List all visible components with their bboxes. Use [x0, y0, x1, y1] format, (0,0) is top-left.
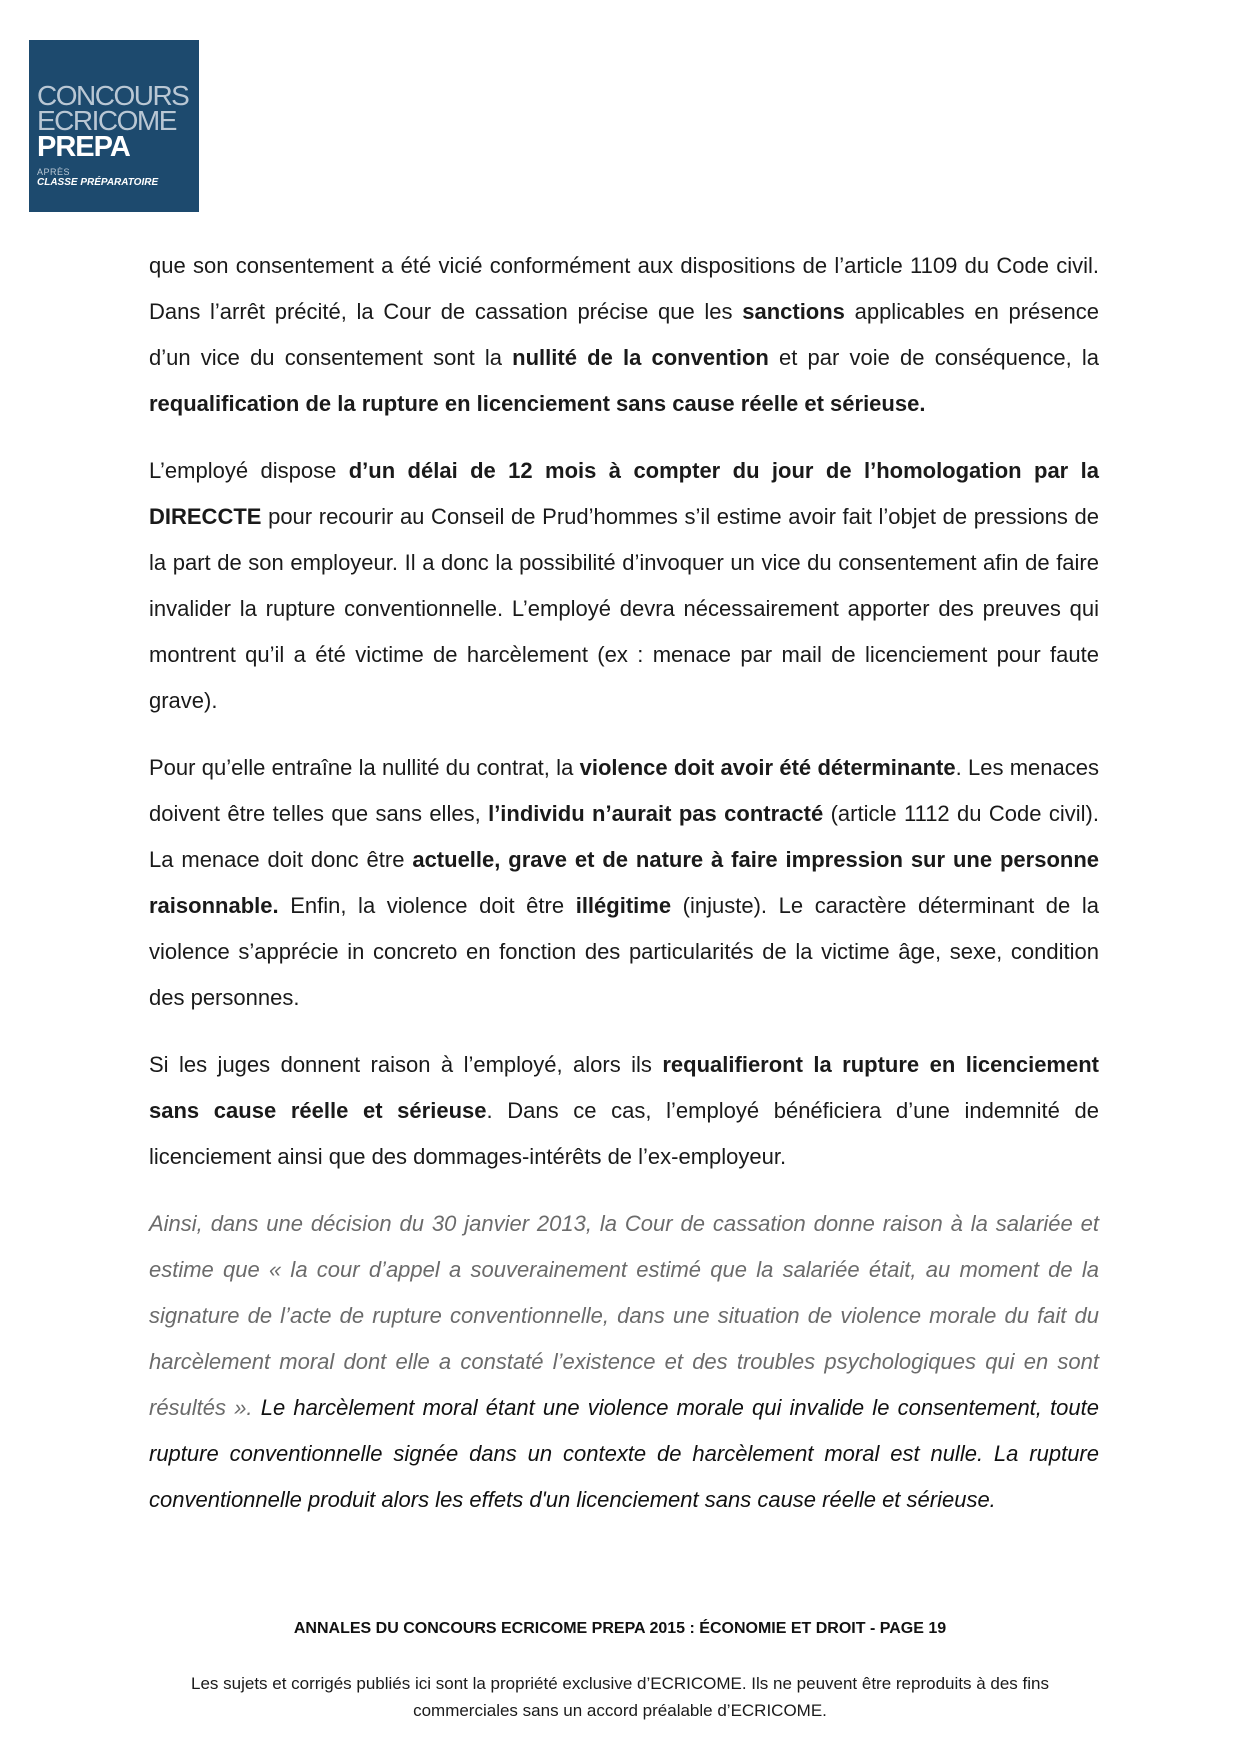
text-segment-bold: d’un délai de 12 mois à compter du jour de l’homologation par la DIRECCTE [149, 458, 1100, 529]
logo-line-concours: CONCOURS [37, 80, 189, 111]
paragraph-delai [149, 448, 1099, 724]
logo-line-classe-preparatoire: CLASSE PRÉPARATOIRE [37, 177, 159, 188]
text-segment-bold: l’individu n’aurait pas contracté [488, 801, 824, 826]
text-segment-bold: requalification de la rupture en licenciement sans cause réelle et sérieuse. [149, 391, 926, 416]
footer-copyright-notice: Les sujets et corrigés publiés ici sont la propriété exclusive d’ECRICOME. Ils ne peuvent être reproduits à des fins commerciales sans un accord préalable d’ECRICOME. [191, 1674, 1049, 1720]
text-segment-bold: violence doit avoir été déterminante [579, 755, 956, 780]
text-segment-bold: requalifieront la rupture en licenciement sans cause réelle et sérieuse [149, 1052, 1099, 1123]
text-segment: Pour qu’elle entraîne la nullité du contrat, la [149, 755, 580, 780]
text-segment-bold: sanctions [742, 299, 845, 324]
document-body [149, 243, 1099, 1544]
text-segment: Si les juges donnent raison à l’employé, alors ils [149, 1052, 663, 1077]
logo-line-prepa: PREPA [37, 131, 130, 163]
text-segment-bold: actuelle, grave et de nature à faire impression sur une personne raisonnable. [149, 847, 1099, 918]
paragraph-violence [149, 745, 1099, 1021]
text-segment: (injuste). Le caractère déterminant de la violence s’apprécie in concreto en fonction des particularités de la victime âge, sexe, condition des personnes. [149, 893, 1099, 1010]
footer-title: ANNALES DU CONCOURS ECRICOME PREPA 2015 : ÉCONOMIE ET DROIT - PAGE 19 [293, 1620, 947, 1637]
quote-conclusion: Le harcèlement moral étant une violence morale qui invalide le consentement, toute rupture conventionnelle signée dans un contexte de harcèlement moral est nulle. La rupture conventionnelle produit alors les effets d'un licenciement sans cause réelle et sérieuse. [149, 1395, 1099, 1512]
text-segment-bold: illégitime [575, 893, 672, 918]
ecricome-logo [29, 40, 199, 212]
text-segment: . Les menaces doivent être telles que sans elles, [149, 755, 1099, 826]
text-segment: applicables en présence d’un vice du consentement sont la [149, 299, 1099, 370]
text-segment: Enfin, la violence doit être [278, 893, 576, 918]
quote-text: Ainsi, dans une décision du 30 janvier 2013, la Cour de cassation donne raison à la salariée et estime que « la cour d’appel a souverainement estimé que la salariée était, au moment de la signature de l’acte de rupture conventionnelle, dans une situation de violence morale du fait du harcèlement moral dont elle a constaté l’existence et des troubles psychologiques qui en sont résultés ». [149, 1211, 1099, 1420]
paragraph-sanctions [149, 243, 1099, 427]
paragraph-requalification [149, 1042, 1099, 1180]
text-segment-bold: nullité de la convention [512, 345, 769, 370]
paragraph-jurisprudence [149, 1201, 1099, 1523]
text-segment: L’employé dispose [149, 458, 349, 483]
text-segment: pour recourir au Conseil de Prud’hommes s’il estime avoir fait l’objet de pressions de la part de son employeur. Il a donc la possibilité d’invoquer un vice du consentement afin de faire invalider la rupture conventionnelle. L’employé devra nécessairement apporter des preuves qui montrent qu’il a été victime de harcèlement (ex : menace par mail de licenciement pour faute grave). [149, 504, 1099, 713]
text-segment: (article 1112 du Code civil). La menace doit donc être [149, 801, 1099, 872]
text-segment: et par voie de conséquence, la [768, 345, 1100, 370]
text-segment: que son consentement a été vicié conformément aux dispositions de l’article 1109 du Code civil. Dans l’arrêt précité, la Cour de cassation précise que les [149, 253, 1099, 324]
text-segment: . Dans ce cas, l’employé bénéficiera d’une indemnité de licenciement ainsi que des dommages-intérêts de l’ex-employeur. [149, 1098, 1099, 1169]
logo-line-ecricome: ECRICOME [37, 105, 176, 136]
logo-line-apres: APRÈS [37, 167, 71, 177]
